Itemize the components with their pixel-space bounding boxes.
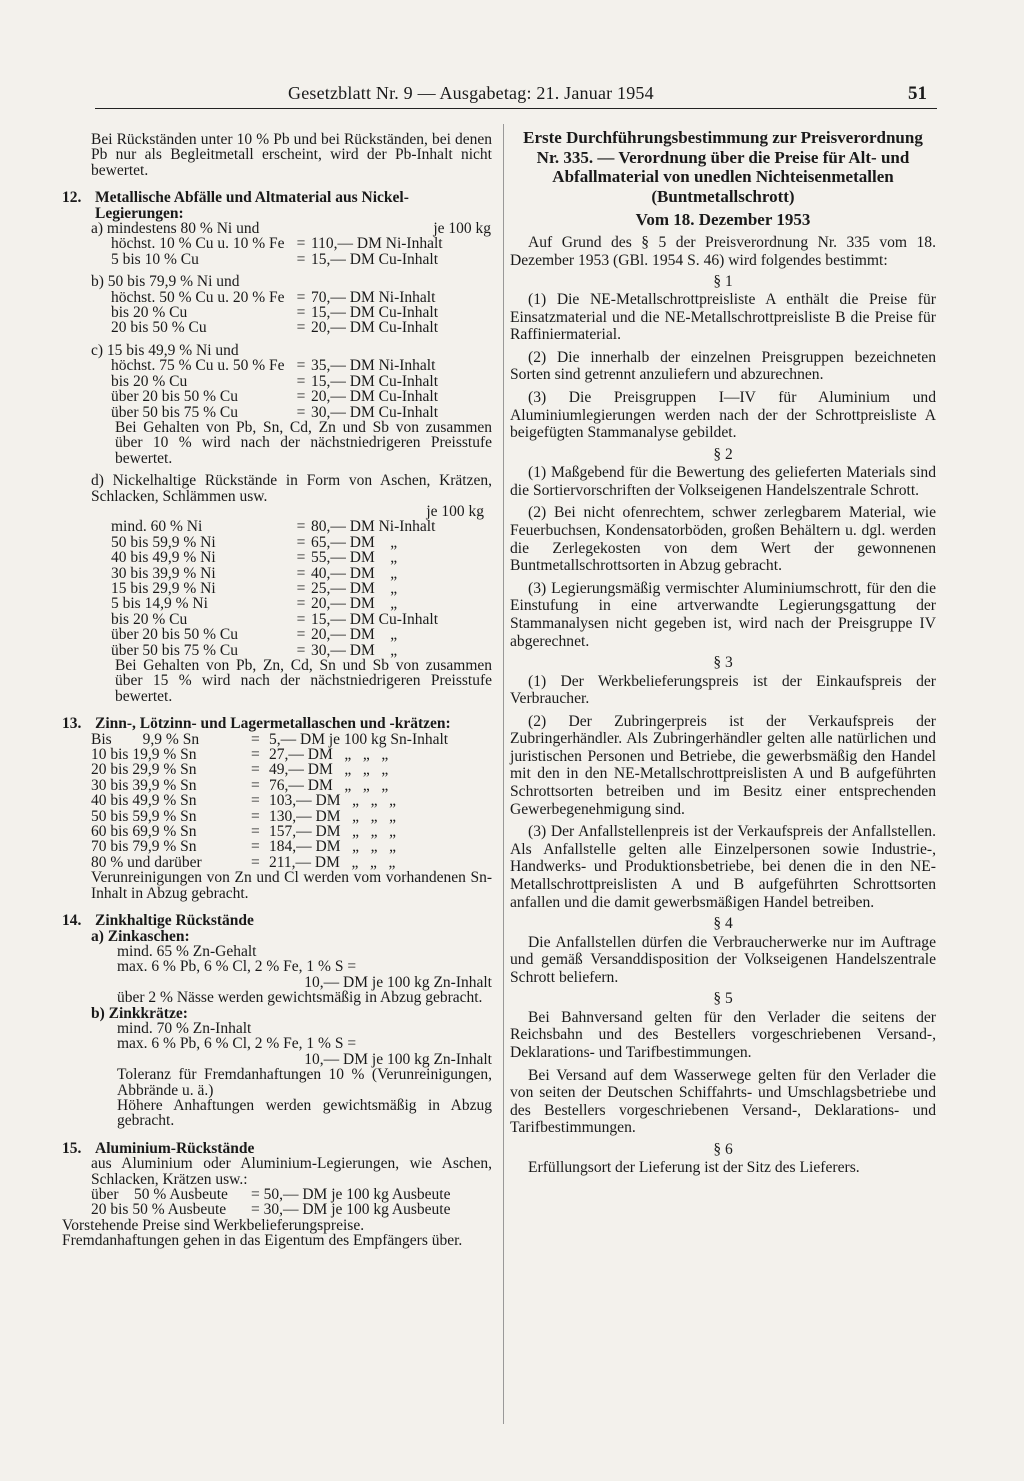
price-row xyxy=(91,236,492,251)
page-header xyxy=(0,83,1024,109)
price-value: 15,— DM Cu-Inhalt xyxy=(311,610,439,628)
section-paragraph: (2) Bei nicht ofenrechtem, schwer zerlegbarem Material, wie Feuerbuchsen, Kondensatorböden, großen Behältern u. dgl. werden die Zerlegekosten von dem Wert der gewonnenen Buntmetallschrottsorten in Abzug gebracht. xyxy=(510,504,936,575)
price-value: 49,— DM „ „ „ xyxy=(269,761,389,779)
section-paragraph: (2) Der Zubringerpreis ist der Verkaufspreis der Zubringerhändler. Als Zubringerhändler gelten alle natürlichen und juristischen Personen und Betriebe, die gewerbsmäßig den Handel mit den in den NE-Metallschrottpreislisten A und B aufgeführten Schrottsorten betreiben und im Besitz einer entsprechenden Gewerbegenehmigung sind. xyxy=(510,712,936,818)
price-value: 110,— DM Ni-Inhalt xyxy=(311,235,443,253)
closing-line-1: Vorstehende Preise sind Werkbelieferungspreise. xyxy=(62,1216,365,1234)
header-rule xyxy=(95,108,937,109)
section-13-table xyxy=(62,732,492,871)
price-desc: 30 bis 39,9 % Sn xyxy=(91,776,197,794)
price-op: = xyxy=(296,250,306,268)
price-value: 65,— DM „ xyxy=(311,533,398,551)
price-op: = xyxy=(251,776,260,794)
section-paragraph: (1) Maßgebend für die Bewertung des gelieferten Materials sind die Sortiervorschriften der Volkseigenen Handelszentrale Schrott. xyxy=(510,464,936,499)
price-value: 103,— DM „ „ „ xyxy=(269,792,396,810)
price-desc: 50 bis 59,9 % Sn xyxy=(91,807,197,825)
price-desc: mind. 60 % Ni xyxy=(111,518,203,536)
price-desc: höchst. 50 % Cu u. 20 % Fe xyxy=(111,288,285,306)
price-row xyxy=(91,732,492,747)
price-row xyxy=(91,824,492,839)
price-desc: 40 bis 49,9 % Sn xyxy=(91,792,197,810)
price-op: = xyxy=(251,807,260,825)
price-row xyxy=(91,643,492,658)
price-value: 5,— DM je 100 kg Sn-Inhalt xyxy=(269,730,449,748)
price-op: = xyxy=(251,730,260,748)
price-desc: 50 bis 59,9 % Ni xyxy=(111,533,216,551)
section-paragraph: (1) Die NE-Metallschrottpreisliste A enthält die Preise für Einsatzmaterial und die NE-Metallschrottpreisliste B die Preise für Raffiniermaterial. xyxy=(510,291,936,344)
price-op: = xyxy=(296,288,306,306)
left-column xyxy=(62,132,492,1249)
section-paragraph: (3) Der Anfallstellenpreis ist der Verkaufspreis der Anfallstellen. Als Anfallstelle gelten alle Einzelpersonen sowie Industrie-, Handwerks- und Produktionsbetriebe, bei denen die in den NE-Metallschrottpreislisten A und B aufgeführten Schrottsorten anfallen und die damit gewerbsmäßigen Handel betreiben. xyxy=(510,823,936,911)
section-13-heading: 13. Zinn-, Lötzinn- und Lagermetallaschen und -krätzen: xyxy=(62,715,451,733)
price-row xyxy=(91,305,492,320)
section-symbol: § 1 xyxy=(713,272,733,290)
price-desc: über 20 bis 50 % Cu xyxy=(111,388,239,406)
price-value: 40,— DM „ xyxy=(311,564,398,582)
price-row xyxy=(91,358,492,373)
price-desc: über 50 bis 75 % Cu xyxy=(111,641,239,659)
section-14-heading: 14. Zinkhaltige Rückstände xyxy=(62,912,254,930)
price-op: = xyxy=(296,595,306,613)
price-row xyxy=(91,762,492,777)
section-12b: b) 50 bis 79,9 % Ni und höchst. 50 % Cu u. 20 % Fe = 70,— DM Ni-Inhalt bis 20 % Cu = 15,— DM Cu-Inhalt 20 bis 50 % Cu = 20,— DM Cu-Inhalt xyxy=(62,274,492,336)
price-row xyxy=(91,747,492,762)
price-row xyxy=(91,627,492,642)
price-value: 15,— DM Cu-Inhalt xyxy=(311,250,439,268)
price-value: 30,— DM „ xyxy=(311,641,398,659)
price-desc: über 50 bis 75 % Cu xyxy=(111,403,239,421)
price-value: 35,— DM Ni-Inhalt xyxy=(311,357,436,375)
right-column xyxy=(510,128,936,1182)
price-value: 20,— DM Cu-Inhalt xyxy=(311,319,439,337)
section-symbol: § 2 xyxy=(713,445,733,463)
price-row xyxy=(91,855,492,870)
price-op: = xyxy=(296,564,306,582)
price-row xyxy=(91,778,492,793)
price-desc: höchst. 10 % Cu u. 10 % Fe xyxy=(111,235,285,253)
section-paragraph: (2) Die innerhalb der einzelnen Preisgruppen bezeichneten Sorten sind getrennt anzuliefern und abzurechnen. xyxy=(510,348,936,384)
section-13-note: Verunreinigungen von Zn und Cl werden vom vorhandenen Sn-Inhalt in Abzug gebracht. xyxy=(91,869,492,902)
price-value: 184,— DM „ „ „ xyxy=(269,838,396,856)
ordinance-date: Vom 18. Dezember 1953 xyxy=(635,210,811,229)
section-symbol: § 6 xyxy=(713,1140,733,1158)
price-value: 157,— DM „ „ „ xyxy=(269,823,396,841)
price-desc: 5 bis 10 % Cu xyxy=(111,250,199,268)
price-row xyxy=(91,252,492,267)
price-value: 76,— DM „ „ „ xyxy=(269,776,389,794)
page-number: 51 xyxy=(908,83,927,104)
price-desc: bis 20 % Cu xyxy=(111,372,188,390)
section-paragraph: Erfüllungsort der Lieferung ist der Sitz des Lieferers. xyxy=(528,1159,860,1177)
price-row xyxy=(91,596,492,611)
section-paragraph: (1) Der Werkbelieferungspreis ist der Einkaufspreis der Verbraucher. xyxy=(510,672,936,708)
price-desc: 40 bis 49,9 % Ni xyxy=(111,549,216,567)
price-op: = xyxy=(296,579,306,597)
section-15-body: aus Aluminium oder Aluminium-Legierungen, wie Aschen, Schlacken, Krätzen usw.: über 50 % Ausbeute = 50,— DM je 100 kg Ausbeute 20 bis 50 % Ausbeute = 30,— DM je 100 kg Ausbeute xyxy=(91,1155,492,1219)
price-desc: 20 bis 50 % Ausbeute xyxy=(91,1201,227,1219)
section-12c: c) 15 bis 49,9 % Ni und höchst. 75 % Cu u. 50 % Fe = 35,— DM Ni-Inhalt bis 20 % Cu = 15,— DM Cu-Inhalt über 20 bis 50 % Cu = 20,— DM Cu-Inhalt über 50 bis 75 % Cu = 30,— DM Cu-Inhalt Bei Gehalten von Pb, Sn, Cd, Zn und Sb von zusammen über 10 % wird nach der nächstniedrigeren Preisstufe bewertet. xyxy=(91,341,492,467)
price-desc: 30 bis 39,9 % Ni xyxy=(111,564,216,582)
price-desc: Bis 9,9 % Sn xyxy=(91,730,200,748)
price-op: = xyxy=(251,823,260,841)
price-op: = xyxy=(251,792,260,810)
price-op: = xyxy=(251,838,260,856)
price-op: = xyxy=(296,388,306,406)
price-value: = 30,— DM je 100 kg Ausbeute xyxy=(251,1201,451,1219)
price-op: = xyxy=(296,641,306,659)
price-desc: 15 bis 29,9 % Ni xyxy=(111,579,216,597)
price-desc: über 50 % Ausbeute xyxy=(91,1186,228,1203)
section-12-heading: 12. Metallische Abfälle und Altmaterial aus Nickel-Legierungen: xyxy=(62,189,409,222)
price-row xyxy=(91,793,492,808)
section-12d-note: Bei Gehalten von Pb, Zn, Cd, Sn und Sb von zusammen über 15 % wird nach der nächstniedrigeren Preisstufe bewertet. xyxy=(115,657,492,705)
price-value: 55,— DM „ xyxy=(311,549,398,567)
price-value: 20,— DM Cu-Inhalt xyxy=(311,388,439,406)
price-desc: 80 % und darüber xyxy=(91,853,202,871)
price-value: 70,— DM Ni-Inhalt xyxy=(311,288,436,306)
price-op: = xyxy=(296,626,306,644)
price-desc: bis 20 % Cu xyxy=(111,610,188,628)
price-value: 15,— DM Cu-Inhalt xyxy=(311,304,439,322)
price-op: = xyxy=(296,304,306,322)
price-row xyxy=(91,612,492,627)
section-symbol: § 3 xyxy=(713,654,733,672)
section-symbol: § 5 xyxy=(713,990,733,1008)
section-paragraph: (3) Die Preisgruppen I—IV für Aluminium und Aluminiumlegierungen werden nach der der Schrottpreisliste A beigefügten Stammanalyse gebildet. xyxy=(510,388,936,442)
section-12c-note: Bei Gehalten von Pb, Sn, Cd, Zn und Sb von zusammen über 10 % wird nach der nächstniedrigeren Preisstufe bewertet. xyxy=(115,418,492,467)
section-paragraph: (3) Legierungsmäßig vermischter Aluminiumschrott, für den die Einstufung in eine artverwandte Legierungsgattung der Stammanalysen nicht gegeben ist, wird nach der Preisgruppe IV abgerechnet. xyxy=(510,579,936,650)
section-15-heading: 15. Aluminium-Rückstände xyxy=(62,1139,255,1157)
price-op: = xyxy=(296,372,306,390)
price-row xyxy=(91,519,492,534)
price-value: 30,— DM Cu-Inhalt xyxy=(311,403,439,421)
price-row xyxy=(91,535,492,550)
section-paragraph: Bei Bahnversand gelten für den Verlader die seitens der Reichsbahn und des Bestellers vorgeschriebenen Versand-, Deklarations- und Tarifbestimmungen. xyxy=(510,1008,936,1061)
price-row xyxy=(91,1187,492,1202)
price-op: = xyxy=(296,403,306,421)
price-row xyxy=(91,809,492,824)
price-row xyxy=(91,405,492,420)
price-op: = xyxy=(296,518,306,536)
price-op: = xyxy=(296,610,306,628)
price-desc: 70 bis 79,9 % Sn xyxy=(91,838,197,856)
price-row xyxy=(91,566,492,581)
price-desc: 5 bis 14,9 % Ni xyxy=(111,595,208,613)
price-desc: über 20 bis 50 % Cu xyxy=(111,626,239,644)
price-value: 15,— DM Cu-Inhalt xyxy=(311,372,439,390)
price-row xyxy=(91,374,492,389)
price-desc: bis 20 % Cu xyxy=(111,304,188,322)
price-value: 27,— DM „ „ „ xyxy=(269,746,389,764)
section-paragraph: Die Anfallstellen dürfen die Verbraucherwerke nur im Auftrage und gemäß Versanddisposition der Volkseigenen Handelszentrale Schrott beliefern. xyxy=(510,933,936,986)
price-value: 130,— DM „ „ „ xyxy=(269,807,396,825)
section-14a: a) Zinkaschen: mind. 65 % Zn-Gehalt max. 6 % Pb, 6 % Cl, 2 % Fe, 1 % S = 10,— DM je 100 kg Zn-Inhalt über 2 % Nässe werden gewichtsmäßig in Abzug gebracht. xyxy=(91,927,492,1007)
price-op: = xyxy=(251,746,260,764)
section-12d: d) Nickelhaltige Rückstände in Form von Aschen, Krätzen, Schlacken, Schlämmen usw. je 100 kg mind. 60 % Ni = 80,— DM Ni-Inhalt 50 bis 59,9 % Ni = 65,— DM „ 40 bis 49,9 % Ni = 55,— DM „ 30 bis 39,9 % Ni = 40,— DM „ 15 bis 29,9 % Ni = 25,— DM „ 5 bis 14,9 % Ni = 20,— DM „ bis 20 % Cu = 15,— DM Cu-Inhalt über 20 bis 50 % Cu = 20,— DM „ über 50 bis 75 % Cu = 30,— DM „ Bei Gehalten von Pb, Zn, Cd, Sn und Sb von zusammen über 15 % wird nach der nächstniedrigeren Preisstufe bewertet. xyxy=(91,472,492,705)
column-divider xyxy=(503,124,504,1424)
price-value: 25,— DM „ xyxy=(311,579,398,597)
price-op: = xyxy=(251,761,260,779)
price-op: = xyxy=(296,549,306,567)
price-op: = xyxy=(251,853,260,871)
price-value: 20,— DM „ xyxy=(311,626,398,644)
price-desc: 60 bis 69,9 % Sn xyxy=(91,823,197,841)
intro-text: Bei Rückständen unter 10 % Pb und bei Rückständen, bei denen Pb nur als Begleitmetall erscheint, wird der Pb-Inhalt nicht bewertet. xyxy=(91,131,492,179)
price-desc: höchst. 75 % Cu u. 50 % Fe xyxy=(111,357,285,375)
preamble: Auf Grund des § 5 der Preisverordnung Nr. 335 vom 18. Dezember 1953 (GBl. 1954 S. 46) wird folgendes bestimmt: xyxy=(510,234,936,269)
sections xyxy=(510,274,936,1177)
price-value: 211,— DM „ „ „ xyxy=(269,853,396,871)
header-title: Gesetzblatt Nr. 9 — Ausgabetag: 21. Januar 1954 xyxy=(288,83,654,103)
price-row xyxy=(91,290,492,305)
price-row xyxy=(91,550,492,565)
section-14b: b) Zinkkrätze: mind. 70 % Zn-Inhalt max. 6 % Pb, 6 % Cl, 2 % Fe, 1 % S = 10,— DM je 100 kg Zn-Inhalt Toleranz für Fremdanhaftungen 10 % (Verunreinigungen, Abbrände u. ä.) Höhere Anhaftungen werden gewichtsmäßig in Abzug gebracht. xyxy=(91,1004,492,1130)
price-op: = xyxy=(296,533,306,551)
section-symbol: § 4 xyxy=(713,915,733,933)
price-op: = xyxy=(296,357,306,375)
price-value: 80,— DM Ni-Inhalt xyxy=(311,518,436,536)
price-row xyxy=(91,839,492,854)
price-desc: 10 bis 19,9 % Sn xyxy=(91,746,197,764)
price-row xyxy=(91,581,492,596)
price-op: = xyxy=(296,319,306,337)
price-value: 20,— DM „ xyxy=(311,595,398,613)
section-paragraph: Bei Versand auf dem Wasserwege gelten für den Verlader die von seiten der Deutschen Schiffahrts- und Umschlagsbetriebe und des Bestellers vorgeschriebenen Versand-, Deklarations- und Tarifbestimmungen. xyxy=(510,1066,936,1137)
closing-line-2: Fremdanhaftungen gehen in das Eigentum des Empfängers über. xyxy=(62,1232,463,1250)
price-row xyxy=(91,389,492,404)
price-op: = xyxy=(296,235,306,253)
price-desc: 20 bis 50 % Cu xyxy=(111,319,207,337)
section-12a: a) mindestens 80 % Ni und je 100 kg höchst. 10 % Cu u. 10 % Fe = 110,— DM Ni-Inhalt 5 bis 10 % Cu = 15,— DM Cu-Inhalt xyxy=(91,220,491,268)
ordinance-heading: Erste Durchführungsbestimmung zur Preisverordnung Nr. 335. — Verordnung über die Preise für Alt- und Abfallmaterial von unedlen Nichteisenmetallen (Buntmetallschrott) xyxy=(523,128,923,206)
price-value: = 50,— DM je 100 kg Ausbeute xyxy=(251,1186,451,1203)
price-desc: 20 bis 29,9 % Sn xyxy=(91,761,197,779)
price-row xyxy=(91,320,492,335)
price-row xyxy=(91,1202,492,1217)
